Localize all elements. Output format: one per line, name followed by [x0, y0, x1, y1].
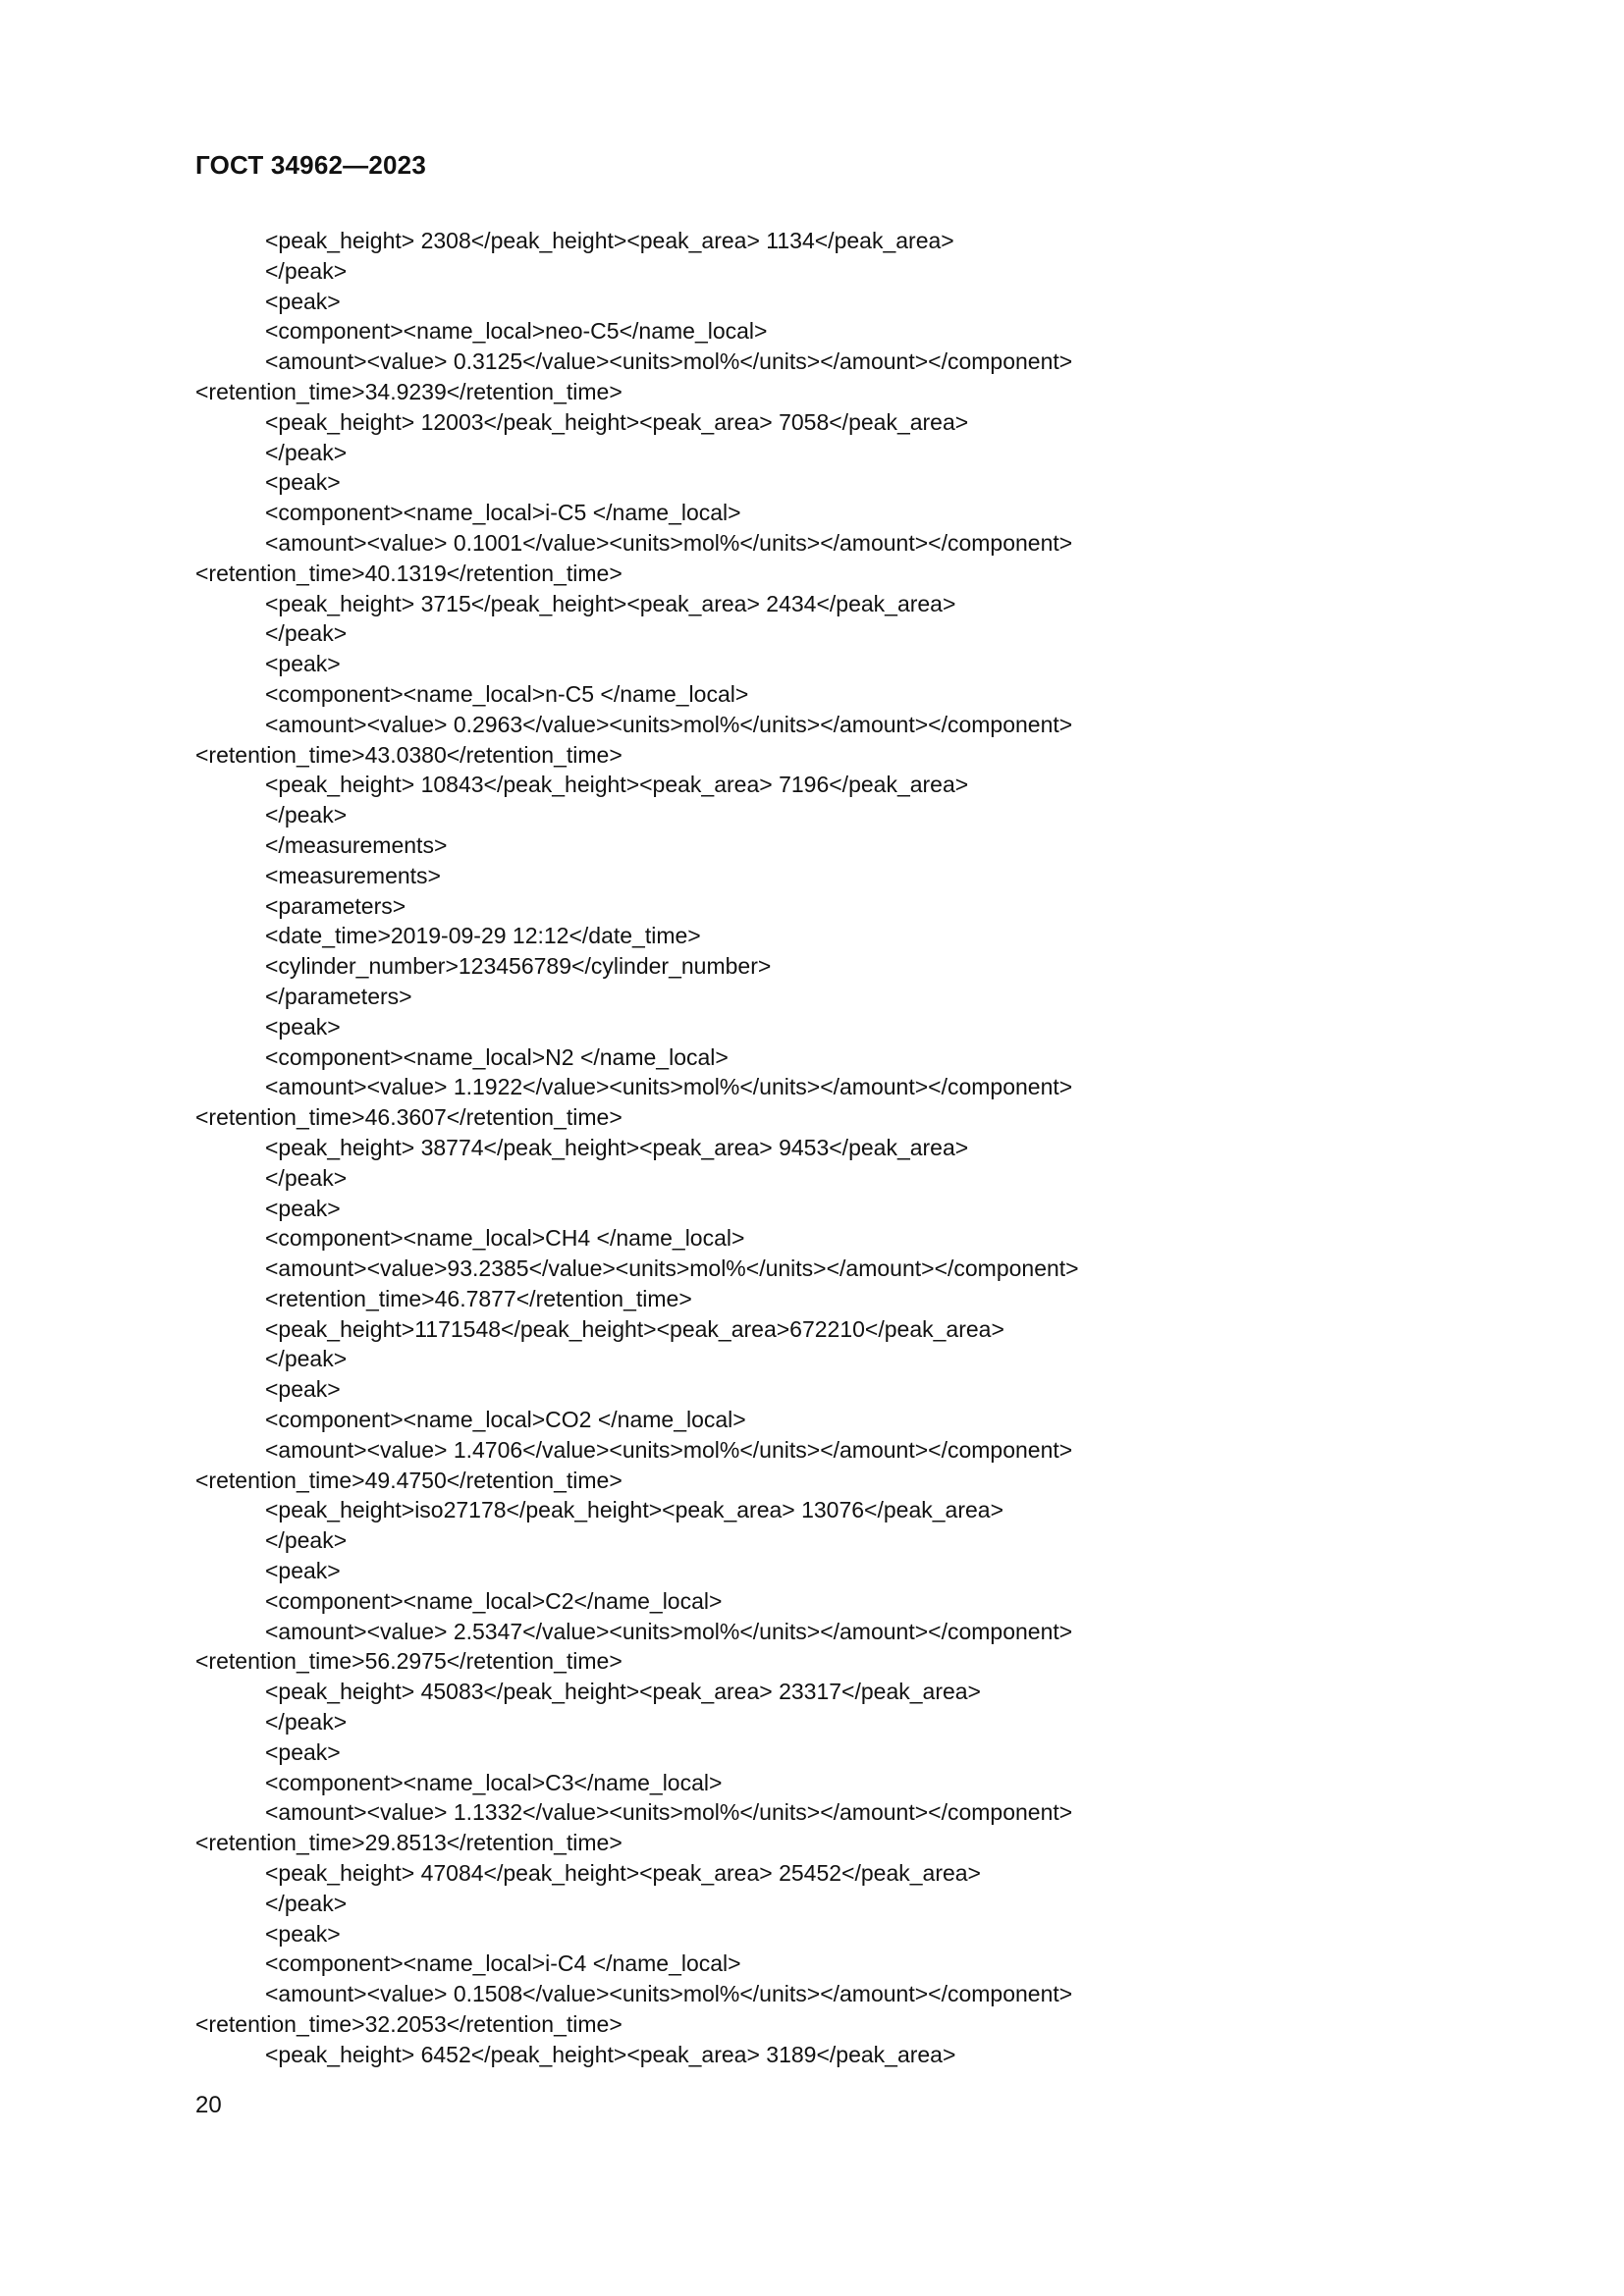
xml-line: <component><name_local>i-C5 </name_local> [265, 500, 741, 526]
xml-line: <component><name_local>i-C4 </name_local> [265, 1950, 741, 1977]
xml-line: <peak_height> 3715</peak_height><peak_area> 2434</peak_area> [265, 590, 956, 616]
xml-line: <parameters> [265, 892, 406, 919]
xml-line: <peak_height> 12003</peak_height><peak_area> 7058</peak_area> [265, 408, 969, 435]
xml-line: </peak> [265, 802, 348, 828]
xml-line: <peak> [265, 1013, 341, 1040]
xml-line: <component><name_local>neo-C5</name_local> [265, 318, 768, 345]
xml-line: <peak> [265, 288, 341, 314]
xml-line: <measurements> [265, 862, 441, 888]
page-number: 20 [195, 2092, 222, 2118]
xml-line: <peak_height>iso27178</peak_height><peak_area> 13076</peak_area> [265, 1497, 1004, 1523]
xml-line: </peak> [265, 1164, 348, 1191]
xml-line: <amount><value> 0.3125</value><units>mol%</units></amount></component> [265, 348, 1073, 375]
xml-line: <retention_time>49.4750</retention_time> [195, 1467, 623, 1493]
xml-line: <component><name_local>C2</name_local> [265, 1587, 723, 1614]
xml-line: <retention_time>46.3607</retention_time> [195, 1104, 623, 1131]
xml-line: <component><name_local>N2 </name_local> [265, 1043, 729, 1070]
xml-listing [195, 226, 1433, 2070]
xml-line: <component><name_local>C3</name_local> [265, 1769, 723, 1795]
xml-line: <peak> [265, 1195, 341, 1221]
xml-line: </measurements> [265, 831, 448, 858]
xml-line: <peak_height> 6452</peak_height><peak_area> 3189</peak_area> [265, 2041, 956, 2067]
xml-line: <date_time>2019-09-29 12:12</date_time> [265, 923, 701, 949]
xml-line: <peak_height> 47084</peak_height><peak_area> 25452</peak_area> [265, 1860, 981, 1887]
xml-line: <retention_time>29.8513</retention_time> [195, 1830, 623, 1856]
xml-line: <amount><value> 0.1001</value><units>mol%</units></amount></component> [265, 529, 1073, 556]
xml-line: <cylinder_number>123456789</cylinder_number> [265, 953, 772, 980]
xml-line: <peak> [265, 651, 341, 677]
xml-line: <peak_height> 45083</peak_height><peak_area> 23317</peak_area> [265, 1679, 981, 1705]
xml-line: </parameters> [265, 983, 412, 1009]
xml-line: </peak> [265, 257, 348, 284]
xml-line: <amount><value> 2.5347</value><units>mol%</units></amount></component> [265, 1618, 1073, 1644]
xml-line: </peak> [265, 1346, 348, 1372]
xml-line: <peak> [265, 1376, 341, 1403]
xml-line: <retention_time>40.1319</retention_time> [195, 560, 623, 586]
xml-line: </peak> [265, 1527, 348, 1554]
xml-line: <peak_height> 2308</peak_height><peak_area> 1134</peak_area> [265, 228, 954, 253]
page-header-standard-number: ГОСТ 34962—2023 [195, 150, 426, 180]
xml-line: <retention_time>43.0380</retention_time> [195, 741, 623, 768]
xml-line: <peak> [265, 1738, 341, 1765]
xml-line: <component><name_local>n-C5 </name_local> [265, 680, 749, 707]
xml-line: </peak> [265, 439, 348, 465]
xml-line: <amount><value> 0.2963</value><units>mol%</units></amount></component> [265, 711, 1073, 737]
xml-line: </peak> [265, 1709, 348, 1735]
xml-line: <retention_time>32.2053</retention_time> [195, 2011, 623, 2038]
xml-line: <amount><value> 0.1508</value><units>mol%</units></amount></component> [265, 1981, 1073, 2007]
xml-line: <peak_height> 10843</peak_height><peak_area> 7196</peak_area> [265, 772, 969, 798]
xml-line: </peak> [265, 620, 348, 647]
xml-line: <retention_time>46.7877</retention_time> [265, 1285, 692, 1311]
xml-line: <retention_time>56.2975</retention_time> [195, 1648, 623, 1675]
xml-line: <peak> [265, 469, 341, 496]
xml-line: <amount><value> 1.4706</value><units>mol%</units></amount></component> [265, 1436, 1073, 1463]
xml-line: <component><name_local>CH4 </name_local> [265, 1225, 745, 1252]
xml-line: <peak> [265, 1920, 341, 1947]
xml-line: </peak> [265, 1890, 348, 1916]
xml-line: <peak> [265, 1558, 341, 1584]
xml-line: <retention_time>34.9239</retention_time> [195, 378, 623, 404]
xml-line: <amount><value> 1.1922</value><units>mol%</units></amount></component> [265, 1074, 1073, 1100]
xml-line: <peak_height> 38774</peak_height><peak_area> 9453</peak_area> [265, 1134, 969, 1160]
xml-line: <amount><value>93.2385</value><units>mol%</units></amount></component> [265, 1255, 1079, 1282]
xml-line: <component><name_local>CO2 </name_local> [265, 1407, 746, 1433]
xml-line: <amount><value> 1.1332</value><units>mol%</units></amount></component> [265, 1799, 1073, 1826]
xml-line: <peak_height>1171548</peak_height><peak_area>672210</peak_area> [265, 1315, 1004, 1342]
